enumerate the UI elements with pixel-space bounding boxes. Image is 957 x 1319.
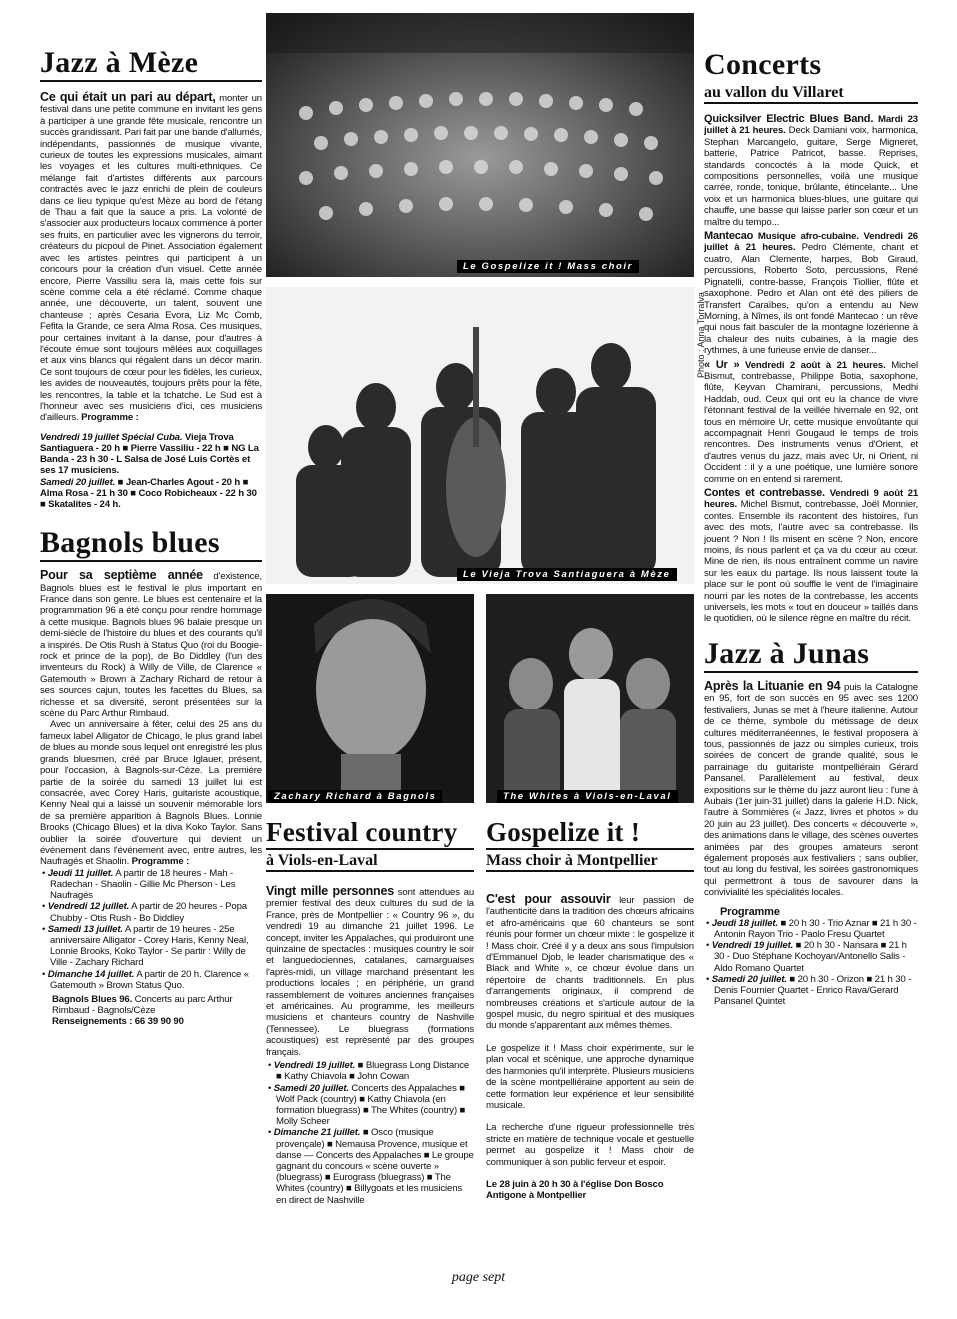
bullet-icon: • — [42, 867, 48, 879]
whites-image — [486, 594, 694, 803]
country-program-text: ■ Osco (musique provençale) ■ Nemausa Provence, musique et danse — Concerts des Appalaches ■ Le groupe gagnant du concours « scène ouverte » (bluegrass) ■ Eurograss (bluegrass) ■ The Whites (country) ■ Billygoats et les musiciens en direct de Nashville — [276, 1127, 474, 1206]
junas-program-text: ■ 20 h 30 - Nansara ■ 21 h 30 - Duo Stéphane Kochoyan/Antonello Salis - Aldo Romano Quartet — [714, 940, 907, 974]
bagnols-body1: Pour sa septième année d'existence, Bagnols blues est le festival le plus important en France dans son genre. Le blues est centenaire et la programmation 96 a été conçu pour rendre hommage à cette musique. Bagnols blues 96 balaie presque un demi-siècle de l'histoire du blues et des courants qu'il a inspirés. De Otis Rush à Status Quo (roi du Boogie-rock et prince de la pop), de Bo Diddley (l'un des inventeurs du Rock) à Willy de Ville, de Clarence « Gatemouth » Brown à Zachary Richard de retour à ses sources cajun, toutes les facettes du Blues, sa richesse et sa diversité, seront présentées sur la scène du Parc Arthur Rimbaud. — [40, 568, 262, 720]
bagnols-program-item — [40, 868, 262, 902]
jazz-meze-title: Jazz à Mèze — [40, 48, 262, 82]
country-program-date: Vendredi 19 juillet. — [273, 1060, 356, 1072]
bullet-icon: • — [268, 1127, 274, 1139]
jazz-meze-prog2: Samedi 20 juillet. ■ Jean-Charles Agout - 20 h ■ Alma Rosa - 21 h 30 ■ Coco Robicheaux - 22 h 30 ■ Skatalites - 24 h. — [40, 476, 257, 510]
gospel-section — [486, 818, 694, 1201]
junas-program-date: Vendredi 19 juillet. — [711, 940, 794, 952]
gospel-footer: Le 28 juin à 20 h 30 à l'église Don Bosco Antigone à Montpellier — [486, 1178, 664, 1202]
zachary-caption: Zachary Richard à Bagnols — [268, 790, 442, 803]
country-body: Vingt mille personnes sont attendues au premier festival des deux cultures du sud de la France, près de Montpellier : « Country 96 », du vendredi 19 au dimanche 21 juillet 1996. Le concept, inviter les Appalaches, qui produiront une quinzaine de spectacles : musiques country le soir et languedociennes, catalanes, camarguaises l'après-midi, un village marchand présentant les productions locales ; en périphérie, un grand rassemblement de voitures anciennes françaises et américaines. Au programme, les meilleurs musiciens et chanteurs country de Nashville (Tennessee). Le bluegrass (formations acoustiques) est représenté par des groupes français. — [266, 884, 475, 1058]
gospel-subtitle: Mass choir à Montpellier — [486, 852, 694, 872]
jazz-meze-prog1: Vendredi 19 juillet Spécial Cuba. Vieja Trova Santiaguera - 20 h ■ Pierre Vassiliu - 22 h ■ NG La Banda - 23 h 30 - L Salsa de José Luis Cortès et ses 17 musiciens. — [40, 431, 259, 477]
vieja-trova-image — [266, 287, 694, 584]
junas-body: Après la Lituanie en 94 puis la Catalogne en 95, fort de son succès en 95 avec ses 1200 festivaliers, Junas se met à l'heure italienne. Autour de ce thème, symbole du métissage de deux cultures méditerranéennes, le festival proposera à tous, passionnés de jazz ou simples curieux, trois soirées de concert de grande qualité, sous le parrainage du guitariste montpelliérain Gérard Pansanel. Parallèlement au festival, deux expositions sur le thème du jazz auront lieu : l'une à Aubais (1er juin-31 juillet) dans la galerie H.D. Nick, l'autre à Sommières (« Jazz, livres et photos » du 20 juin au 23 juillet). Des concerts « découverte », des animations dans le village, des scènes ouvertes animées par des groupes amateurs seront également proposés aux festivaliers ; sans oublier, tout au long du festival, les soirées gastronomiques qui permettront à tous de savourer dans la convivialité les spécialités locales. — [704, 678, 919, 899]
jazz-meze-lead: Ce qui était un pari au départ, — [40, 90, 216, 104]
bullet-icon: • — [706, 917, 712, 929]
gospel-body2: Le gospelize it ! Mass choir expérimente, sur le plan vocal et scénique, une approche dynamique des harmonies qu'il interprète. Plusieurs musiciens de la scène montpelliéraine apportent au sein de cette formation leur expérience et leur sensibilité musicale. — [486, 1042, 695, 1111]
gospel-caption: Le Gospelize it ! Mass choir — [457, 260, 639, 273]
junas-program-date: Jeudi 18 juillet. — [711, 917, 778, 929]
country-program-list — [266, 1060, 474, 1206]
bagnols-program-date: Jeudi 11 juillet. — [47, 867, 114, 879]
junas-program-item — [704, 940, 918, 974]
country-subtitle: à Viols-en-Laval — [266, 852, 474, 872]
bagnols-program-text: A partir de 19 heures - 25e anniversaire Alligator - Corey Haris, Kenny Neal, Lonnie Brooks, Koko Taylor - Se partir : Willy de Ville - Zachary Richard — [50, 923, 249, 969]
jazz-meze-section — [40, 48, 262, 1028]
bullet-icon: • — [706, 940, 712, 952]
bullet-icon: • — [42, 923, 48, 935]
concert-ur: « Ur » Vendredi 2 août à 21 heures. Michel Bismut, contrebasse, Philippe Botia, saxophone, flûte, Keyvan Chamirani, percussions, Medhi Haddab, oud. Ceux qui ont eu la chance de vivre l'étonnant festival de la veillée hivernale en 92, ont tous en mémoire Ur, cette musique envoûtante qui accompagnait Henri Gougaud le temps de trois rencontres. Des instruments venus d'Orient, et d'autres venus du jazz, mais avec Ur, ni Orient, ni Occident : il y a une poétique, une lumière sonore comme on en entend si rarement. — [704, 358, 919, 485]
junas-program-item — [704, 974, 918, 1008]
bagnols-body2: Avec un anniversaire à fêter, celui des 25 ans du fameux label Alligator de Chicago, le plus grand label de blues au monde sous lequel ont enregistré les plus grands bluesmen, créé par Bruce Iglauer, présent, pour l'occasion, à Bagnols-sur-Cèze. La première partie de la soirée du samedi 13 juillet lui est consacrée, avec Corey Haris, guitariste acoustique, Kenny Neal qui a laissé un souvenir mémorable lors de sa première apparition à Bagnols Blues. Lonnie Brooks (Chicago Blues) et la diva Koko Taylor. Sans oublier la soirée d'ouverture qui devient un événement dans l'événement avec, entre autres, les Naufragés et Shaolin. Programme : — [40, 719, 262, 868]
whites-photo — [486, 594, 694, 803]
concert-contes: Contes et contrebasse. Vendredi 9 août 21 heures. Michel Bismut, contrebasse, Joël Monnier, contes. Ensemble ils racontent des histoires, l'un avec des mots, l'autre avec sa contrebasse. Ils jouent ? Non ! Ils misent en scène ? Non, encore moins, ils nous parlent et ça va du cœur au cœur. Mine de rien, ils nous entraînent comme un navire sur les eaux du partage. Ils nous laissent toute la place sur le pont où souffle le vent de l'imaginaire nourri par les notes de la contrebasse, les accents universels, les mots « tout en douceur » taillés dans le quotidien, où le silence règne en maître du récit. — [704, 487, 919, 625]
junas-program-text: ■ 20 h 30 - Orizon ■ 21 h 30 - Denis Fournier Quartet - Enrico Rava/Gerard Pansanel Quintet — [714, 973, 912, 1008]
vieja-trova-photo — [266, 287, 694, 584]
bullet-icon: • — [268, 1060, 274, 1072]
bagnols-program-item — [40, 969, 262, 991]
jazz-meze-body: Ce qui était un pari au départ, monter un festival dans une petite commune en invitant les gens à participer à une grande fête musicale, rencontre un succès grandissant. Pari fait par une bande d'allumés, indépendants, passionnés de musique vivante, curieux de toutes les expressions musicales, aimant les voyages et les cultures multi-ethniques. Ce mélange fait d'artistes différents aux parcours contractés avec le jazz enrichi de plein de couleurs dans ce lieu typique qu'est Mèze au bord de l'étang de Thau a fait que la sauce a pris. La volonté de s'associer aux producteurs locaux commence à porter ses fruits, en particulier avec les vignerons du terroir, créateurs du picpoul de Pinet. Association également avec les artistes peintres qui participent à un concours pour la création d'un visuel. Cette année encore, Pierre Vassiliu sera là, mais cette fois sur scène comme cela a été réclamé. Comme chaque année, une découverte, un talent, souvent une chanteuse ; après Cesaria Evora, Liz Mc Comb, Fefita la Grande, ce sera Alma Rosa. Ces musiques, pour certaines invitant à la danse, pour d'autres à l'écoute émue sont toujours mêlées aux coquillages et aux vins blancs qui régalent dans un décor marin. Ce sont toujours de cœur pour les fidèles, les curieux, les avides de nouveautés, toujours prêts pour la fête, les rencontres, la table et la tchatche. Le Sud est à l'honneur avec ses musiciens d'ici, ces musiciens d'ailleurs. Programme : — [40, 90, 262, 424]
junas-program-list — [704, 918, 918, 1008]
country-program-item — [266, 1083, 474, 1128]
country-title: Festival country — [266, 818, 474, 850]
junas-prog-label: Programme — [720, 905, 780, 918]
country-program-text: Concerts des Appalaches ■ Wolf Pack (country) ■ Kathy Chiavola (en formation bluegrass) ■ The Whites (country) ■ Molly Scheer — [276, 1082, 466, 1128]
vieja-caption: Le Vieja Trova Santiaguera à Mèze — [457, 568, 677, 581]
concerts-title: Concerts — [704, 48, 822, 81]
concerts-subtitle: au vallon du Villaret — [704, 84, 918, 104]
bagnols-program-text: A partir de 18 heures - Mah - Radechan - Shaolin - Gillie Mc Pherson - Les Naufragés — [50, 867, 236, 902]
bagnols-footer1: Bagnols Blues 96. Concerts au parc Arthur Rimbaud - Bagnols/Cèze — [52, 994, 233, 1017]
bullet-icon: • — [706, 973, 712, 985]
bullet-icon: • — [42, 968, 48, 980]
junas-program-item — [704, 918, 918, 940]
concert-mantecao: Mantecao Musique afro-cubaine. Vendredi 26 juillet à 21 heures. Pedro Clémente, chant et cuatro, Alan Clemente, harpes, Bob Giraud, percussions, Roberto Soto, percussions, René Pignatelli, contre-basse, François Tiollier, flûte et saxophone. Pedro et Alan ont été des piliers de Transfert Caraïbes, qu'on a entendu au New Morning, à Nîmes, ils ont fondé Mantecao : un rêve qui nous fait basculer de la montagne lozérienne à la chaleur des nuits cubaines, à la magie des rythmes, à une furieuse envie de danser... — [704, 230, 918, 357]
bagnols-title: Bagnols blues — [40, 528, 262, 562]
bagnols-program-item — [40, 901, 262, 923]
country-program-item — [266, 1060, 474, 1082]
concert-quicksilver: Quicksilver Electric Blues Band. Mardi 23 juillet à 21 heures. Deck Damiani voix, harmonica, Stephan Marcangelo, guitare, Serge Migneret, batterie, Patrice Patricot, basse. Reprises, standards concoctés à la mode Quick, et compositions personnelles, voilà une musique carrée, ronde, tonique, brûlante, étincelante... Une voix et un harmonica blues-blues, une guitare qui chauffe, une basse qui laisse parler son cœur et un maître du tempo... — [704, 113, 919, 228]
gospel-title: Gospelize it ! — [486, 818, 694, 850]
bagnols-footer2: Renseignements : 66 39 90 90 — [52, 1016, 184, 1028]
zachary-photo — [266, 594, 474, 803]
gospel-choir-image — [266, 13, 694, 277]
bagnols-program-text: A partir de 20 h. Clarence « Gatemouth » Brown Status Quo. — [50, 968, 249, 991]
page-footer: page sept — [451, 1270, 506, 1285]
country-program-text: ■ Bluegrass Long Distance ■ Kathy Chiavola ■ John Cowan — [276, 1060, 470, 1083]
bullet-icon: • — [268, 1082, 274, 1094]
zachary-image — [266, 594, 474, 803]
bagnols-program-date: Samedi 13 juillet. — [47, 923, 123, 935]
junas-program-text: ■ 20 h 30 - Trio Aznar ■ 21 h 30 - Antonin Rayon Trio - Paolo Fresu Quartet — [714, 917, 917, 940]
country-program-item — [266, 1127, 474, 1205]
bagnols-program-list — [40, 868, 262, 991]
gospel-body1: C'est pour assouvir leur passion de l'authenticité dans la tradition des chœurs africains et afro-américains que 60 chanteurs se sont réunis pour former un chœur mixte : le gospelize it ! Mass choir. Créé il y a deux ans sous l'impulsion d'Emmanuel Djob, le leader charismatique des « Black and White », ce chœur évolue dans un répertoire de chants traditionnels. En plus d'arrangements originaux, il comprend de nombreuses créations et s'articule autour de la gospel music, du negro spiritual et des musiques du monde s'apparentant aux mêmes thèmes. — [486, 892, 694, 1032]
gospel-choir-photo — [266, 13, 694, 277]
vieja-credit: Photo : Anna Torralva — [696, 292, 706, 378]
bagnols-program-item — [40, 924, 262, 969]
gospel-body3: La recherche d'une rigueur professionnelle très stricte en matière de technique vocale et gestuelle permet au gospelize it ! Mass choir de communiquer à son public ferveur et espoir. — [486, 1122, 694, 1168]
concerts-section — [704, 50, 918, 1007]
bullet-icon: • — [42, 901, 48, 913]
country-section — [266, 818, 474, 1206]
country-program-date: Dimanche 21 juillet. — [273, 1127, 361, 1139]
country-program-date: Samedi 20 juillet. — [273, 1082, 349, 1094]
whites-caption: The Whites à Viols-en-Laval — [497, 790, 678, 803]
bagnols-program-text: A partir de 20 heures - Popa Chubby - Otis Rush - Bo Diddley — [50, 901, 247, 924]
bagnols-program-date: Vendredi 12 juillet. — [47, 901, 130, 913]
bagnols-program-date: Dimanche 14 juillet. — [47, 968, 135, 980]
junas-title: Jazz à Junas — [704, 639, 918, 673]
junas-program-date: Samedi 20 juillet. — [711, 973, 787, 985]
